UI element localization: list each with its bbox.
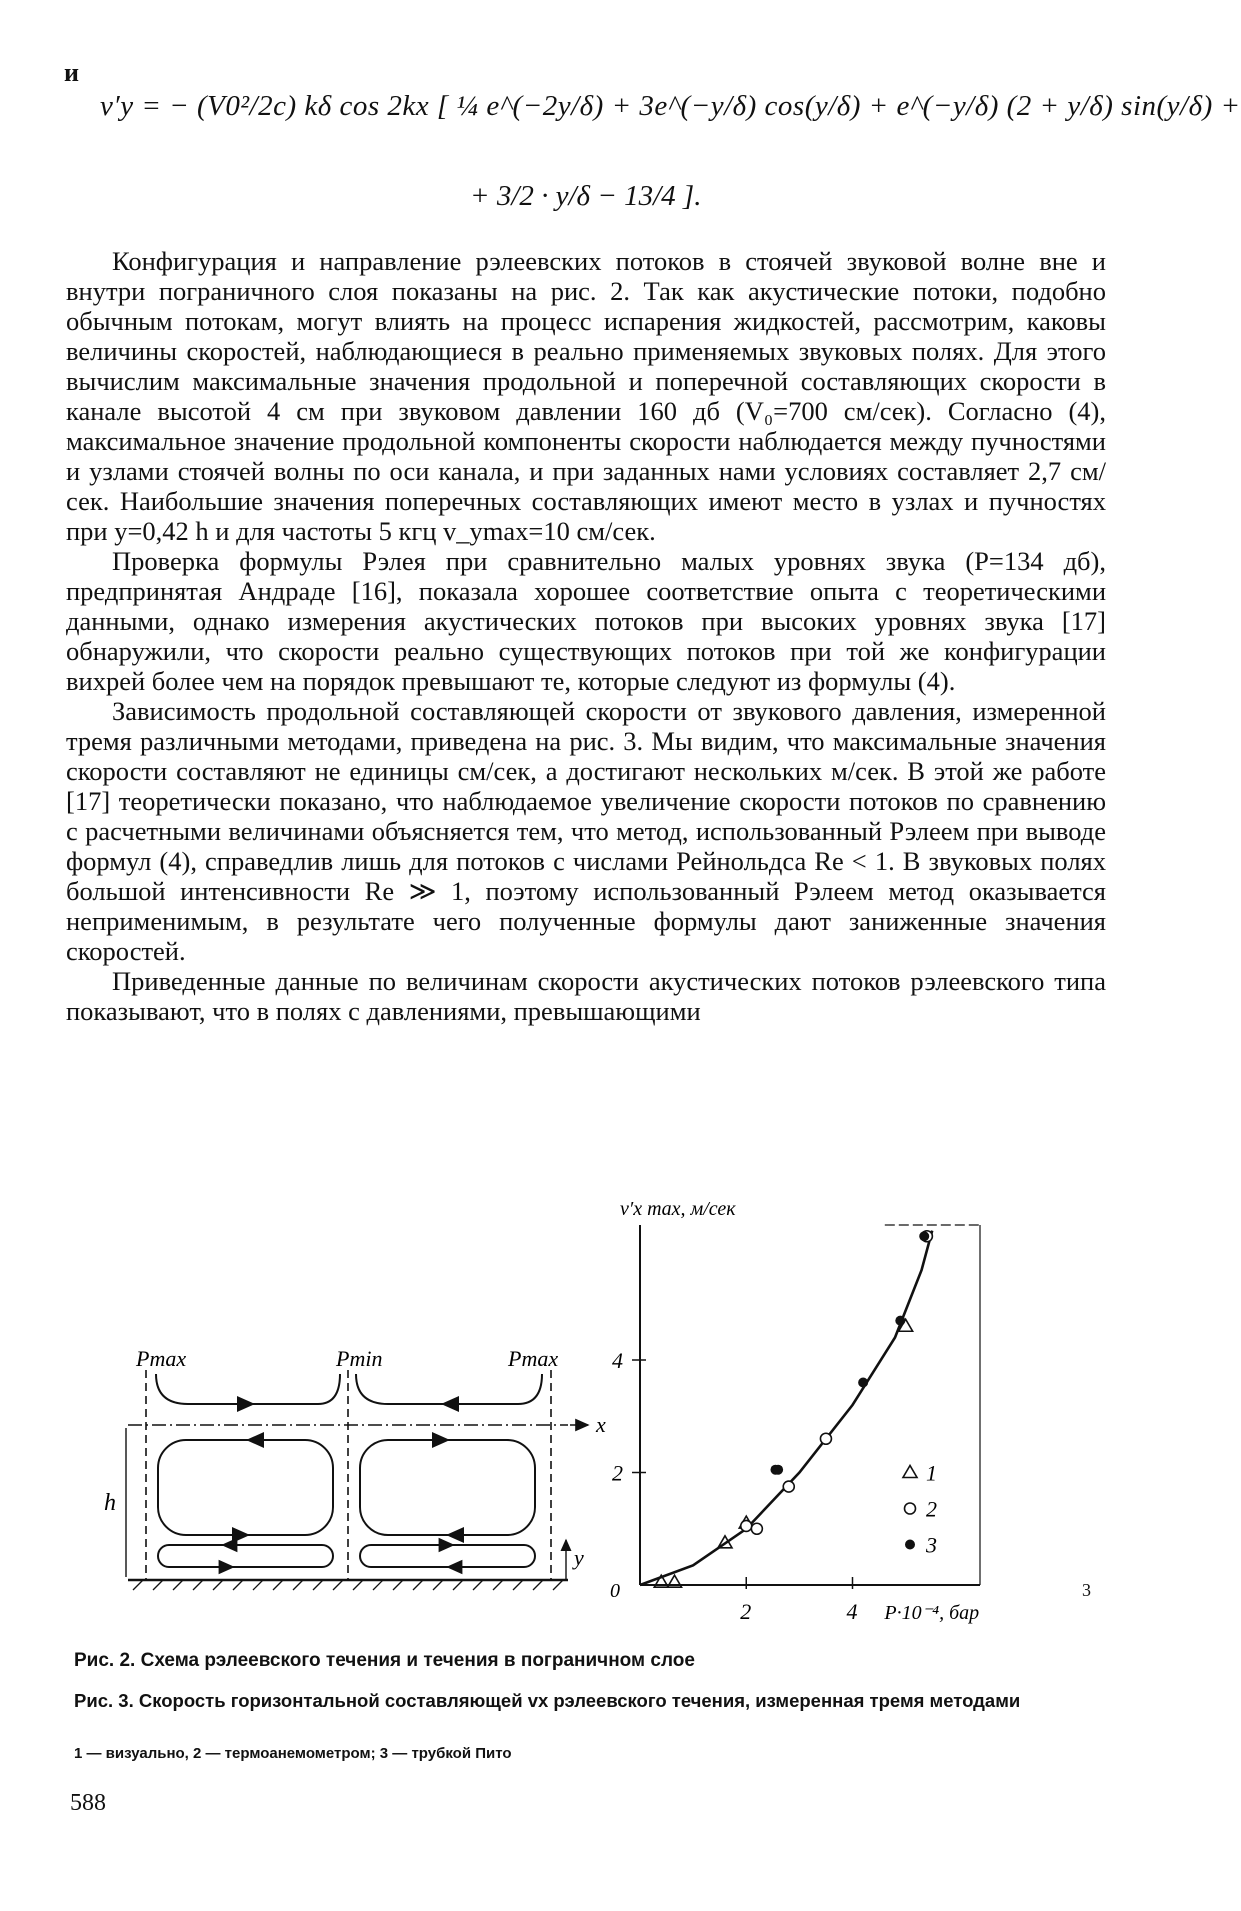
y-axis-label: v′x max, м/сек	[620, 1198, 736, 1220]
outer-flow-right	[356, 1374, 542, 1404]
legend-label-2: 2	[926, 1496, 937, 1522]
label-h: h	[104, 1490, 116, 1516]
data-point-open-circle	[820, 1433, 831, 1444]
label-pmax-left: Pmax	[136, 1346, 187, 1371]
boundary-cell-left	[158, 1545, 333, 1567]
page-number: 588	[70, 1790, 106, 1816]
data-point-filled-circle	[905, 1540, 915, 1550]
y-tick-label-4: 4	[612, 1348, 623, 1373]
data-point-filled-circle	[858, 1378, 868, 1388]
x-tick-label-4: 4	[846, 1599, 858, 1624]
chart-curve	[640, 1231, 932, 1585]
formula-line-2	[470, 180, 701, 213]
data-point-open-circle	[741, 1520, 752, 1531]
formula-text-2: + 3/2 · y/δ − 13/4 ].	[470, 180, 702, 212]
data-point-filled-circle	[895, 1316, 905, 1326]
label-x: x	[596, 1412, 606, 1437]
vortex-cell-left	[158, 1440, 333, 1535]
data-point-open-circle	[783, 1481, 794, 1492]
caption-figure-2	[74, 1650, 695, 1672]
paragraph: Конфигурация и направление рэлеевских потоков в стоячей звуковой волне вне и внутри пограничного слоя показаны на рис. 2. Так как акустические потоки, подобно обычным потокам, могут влиять на процесс испарения жидкостей, рассмотрим, каковы величины скоростей, наблюдающиеся в реально применяемых звуковых полях. Для этого вычислим максимальные значения продольной и поперечной составляющих скорости в канале высотой 4 см при звуковом давлении 160 дб (V₀=700 см/сек). Согласно (4), максимальное значение продольной компоненты скорости наблюдается между пучностями и узлами стоячей волны по оси канала, и при заданных нами условиях составляет 2,7 см/сек. Наибольшие значения поперечных составляющих имеют место в узлах и пучностях при y=0,42 h и для частоты 5 кгц v_ymax=10 см/сек.	[66, 246, 1106, 546]
outer-flow-left	[156, 1374, 340, 1404]
legend-label-3: 3	[926, 1532, 937, 1558]
chart-legend	[903, 1461, 937, 1558]
wall-hatching	[133, 1580, 563, 1590]
paragraph: Проверка формулы Рэлея при сравнительно малых уровнях звука (P=134 дб), предпринятая Андраде [16], показала хорошее соответствие опыта с теоретическими данными, однако измерения акустических потоков при высоких уровнях звука [17] обнаружили, что скорости реально существующих потоков при той же конфигурации вихрей более чем на порядок превышают те, которые следуют из формулы (4).	[66, 546, 1106, 696]
figure-3-svg	[600, 1195, 1070, 1635]
boundary-cell-right	[360, 1545, 535, 1567]
x-axis-label: P·10⁻⁴, бар	[884, 1602, 980, 1624]
figure-corner-label: 3	[1082, 1580, 1091, 1600]
caption-figure-2-text: Рис. 2. Схема рэлеевского течения и течения в пограничном слое	[74, 1650, 695, 1671]
formula-line-1	[100, 90, 1241, 123]
data-point-open-circle	[905, 1503, 916, 1514]
chart-points	[654, 1231, 932, 1587]
data-point-filled-circle	[773, 1465, 783, 1475]
y-tick-label-2: 2	[612, 1460, 623, 1486]
caption-figure-3-text: Рис. 3. Скорость горизонтальной составляющей vx рэлеевского течения, измеренная тремя методами	[74, 1690, 1021, 1711]
caption-figure-3	[74, 1690, 1124, 1712]
data-point-triangle	[903, 1466, 917, 1478]
intro-word: и	[64, 58, 79, 87]
fitted-curve	[640, 1231, 932, 1585]
formula-text-1: v′y = − (V0²/2c) kδ cos 2kx [ ¼ e^(−2y/δ) + 3e^(−y/δ) cos(y/δ) + e^(−y/δ) (2 + y/δ) sin(y/δ) +	[100, 90, 1241, 122]
figure-3-chart	[600, 1195, 1070, 1640]
body-text	[66, 246, 1106, 1026]
caption-figure-3-legend	[74, 1745, 512, 1762]
paragraph: Приведенные данные по величинам скорости акустических потоков рэлеевского типа показывают, что в полях с давлениями, превышающими	[66, 966, 1106, 1026]
legend-label-1: 1	[926, 1460, 937, 1486]
label-pmin: Pmin	[336, 1346, 383, 1371]
data-point-open-circle	[751, 1523, 762, 1534]
label-y: y	[574, 1545, 584, 1570]
x-tick-label-2: 2	[740, 1599, 752, 1624]
data-point-filled-circle	[919, 1231, 929, 1241]
paragraph: Зависимость продольной составляющей скорости от звукового давления, измеренной тремя различными методами, приведена на рис. 3. Мы видим, что максимальные значения скорости составляют не единицы см/сек, а достигают нескольких м/сек. В этой же работе [17] теоретически показано, что наблюдаемое увеличение скорости потоков по сравнению с расчетными величинами объясняется тем, что метод, использованный Рэлеем при выводе формул (4), справедлив лишь для потоков с числами Рейнольдса Re < 1. В звуковых полях большой интенсивности Re ≫ 1, поэтому использованный Рэлеем метод оказывается неприменимым, в результате чего полученные формулы дают заниженные значения скоростей.	[66, 696, 1106, 966]
caption-figure-3-legend-text: 1 — визуально, 2 — термоанемометром; 3 — трубкой Пито	[74, 1745, 512, 1762]
figure-2-svg	[104, 1340, 638, 1620]
figure-2-schematic	[104, 1340, 638, 1625]
vortex-cell-right	[360, 1440, 535, 1535]
origin-label: 0	[610, 1580, 620, 1602]
label-pmax-right: Pmax	[508, 1346, 559, 1371]
